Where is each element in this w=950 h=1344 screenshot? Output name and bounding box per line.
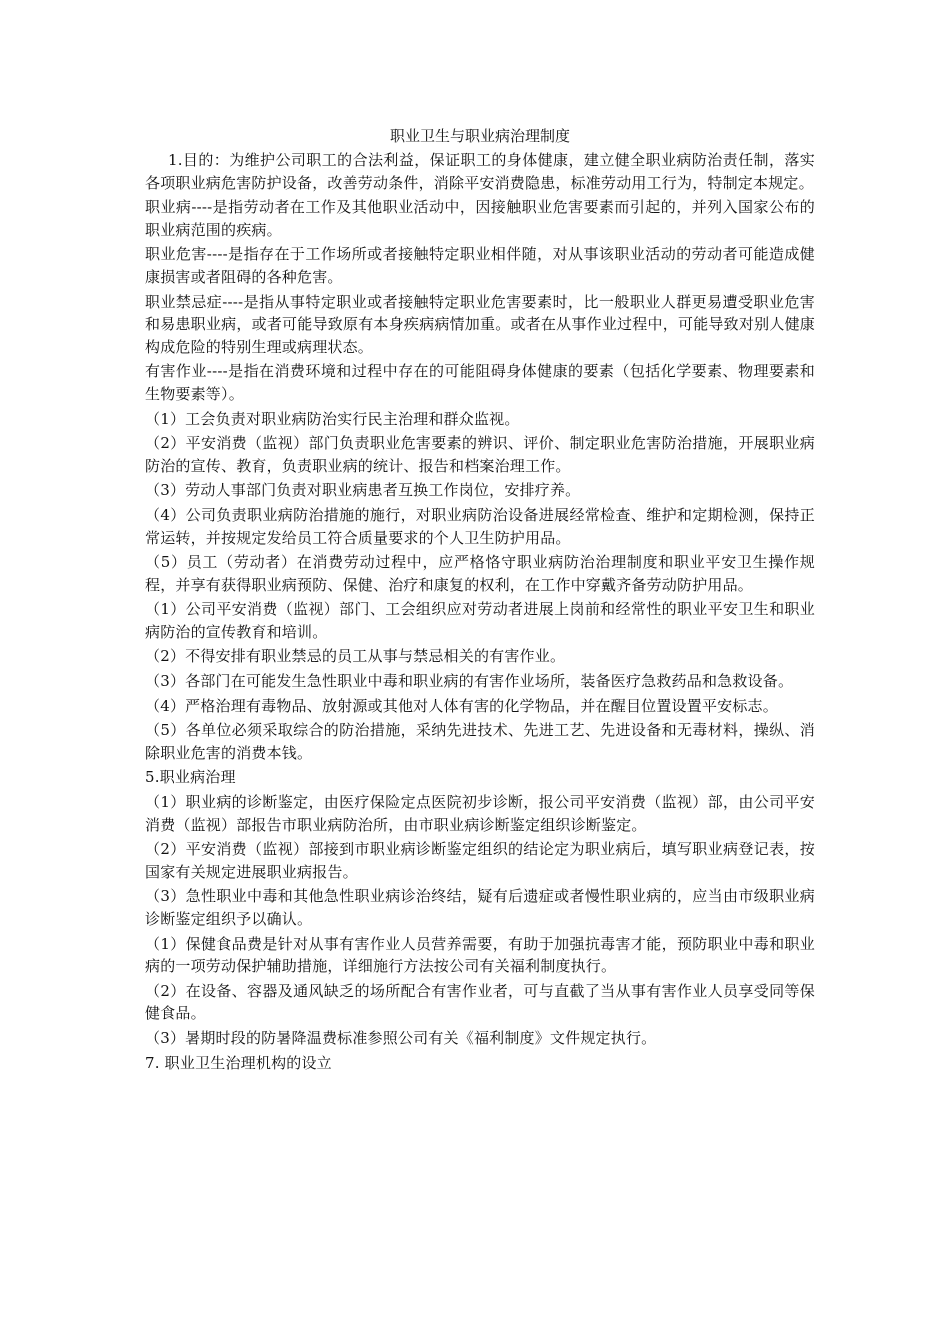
paragraph-management-2: （2）平安消费（监视）部接到市职业病诊断鉴定组织的结论定为职业病后，填写职业病登记表，按国家有关规定进展职业病报告。 xyxy=(145,840,815,881)
section-heading-organization: 7. 职业卫生治理机构的设立 xyxy=(145,1053,332,1072)
paragraph-responsibility-5: （5）员工（劳动者）在消费劳动过程中，应严格恪守职业病防治治理制度和职业平安卫生操作规程，并享有获得职业病预防、保健、治疗和康复的权利，在工作中穿戴齐备劳动防护用品。 xyxy=(145,553,815,594)
paragraph-responsibility-1: （1）工会负责对职业病防治实行民主治理和群众监视。 xyxy=(145,409,520,428)
document-title: 职业卫生与职业病治理制度 xyxy=(389,127,570,145)
paragraph-purpose: 1.目的：为维护公司职工的合法利益，保证职工的身体健康，建立健全职业病防治责任制，落实各项职业病危害防护设备，改善劳动条件，消除平安消费隐患，标准劳动用工行为，特制定本规定。 xyxy=(145,151,815,192)
paragraph-prevention-1: （1）公司平安消费（监视）部门、工会组织应对劳动者进展上岗前和经常性的职业平安卫生和职业病防治的宣传教育和培训。 xyxy=(145,600,815,641)
paragraph-health-food-2: （2）在设备、容器及通风缺乏的场所配合有害作业者，可与直截了当从事有害作业人员享受同等保健食品。 xyxy=(145,981,815,1023)
paragraph-health-food-3: （3）暑期时段的防暑降温费标准参照公司有关《福利制度》文件规定执行。 xyxy=(145,1028,657,1047)
paragraph-management-1: （1）职业病的诊断鉴定，由医疗保险定点医院初步诊断，报公司平安消费（监视）部，由公司平安消费（监视）部报告市职业病防治所，由市职业病诊断鉴定组织诊断鉴定。 xyxy=(145,793,815,834)
paragraph-definition-contraindication: 职业禁忌症----是指从事特定职业或者接触特定职业危害要素时，比一般职业人群更易遭受职业危害和易患职业病，或者可能导致原有本身疾病病情加重。或者在从事作业过程中，可能导致对别人健康构成危险的特别生理或病理状态。 xyxy=(145,292,815,356)
paragraph-responsibility-4: （4）公司负责职业病防治措施的施行，对职业病防治设备进展经常检查、维护和定期检测，保持正常运转，并按规定发给员工符合质量要求的个人卫生防护用品。 xyxy=(145,505,815,547)
paragraph-definition-harmful-work: 有害作业----是指在消费环境和过程中存在的可能阻碍身体健康的要素（包括化学要素、物理要素和生物要素等）。 xyxy=(145,362,815,403)
paragraph-responsibility-2: （2）平安消费（监视）部门负责职业危害要素的辨识、评价、制定职业危害防治措施，开展职业病防治的宣传、教育，负责职业病的统计、报告和档案治理工作。 xyxy=(145,434,815,475)
paragraph-prevention-4: （4）严格治理有毒物品、放射源或其他对人体有害的化学物品，并在醒目位置设置平安标志。 xyxy=(145,696,778,715)
paragraph-definition-occupational-disease: 职业病----是指劳动者在工作及其他职业活动中，因接触职业危害要素而引起的，并列入国家公布的职业病范围的疾病。 xyxy=(145,198,815,239)
paragraph-definition-occupational-hazard: 职业危害----是指存在于工作场所或者接触特定职业相伴随，对从事该职业活动的劳动者可能造成健康损害或者阻碍的各种危害。 xyxy=(145,245,815,286)
document-page xyxy=(145,125,815,1076)
paragraph-responsibility-3: （3）劳动人事部门负责对职业病患者互换工作岗位，安排疗养。 xyxy=(145,481,581,500)
paragraph-prevention-5: （5）各单位必须采取综合的防治措施，采纳先进技术、先进工艺、先进设备和无毒材料，操纵、消除职业危害的消费本钱。 xyxy=(145,721,815,762)
paragraph-prevention-3: （3）各部门在可能发生急性职业中毒和职业病的有害作业场所，装备医疗急救药品和急救设备。 xyxy=(145,672,794,691)
paragraph-management-3: （3）急性职业中毒和其他急性职业病诊治终结，疑有后遗症或者慢性职业病的，应当由市级职业病诊断鉴定组织予以确认。 xyxy=(145,887,815,928)
paragraph-health-food-1: （1）保健食品费是针对从事有害作业人员营养需要，有助于加强抗毒害才能，预防职业中毒和职业病的一项劳动保护辅助措施，详细施行方法按公司有关福利制度执行。 xyxy=(145,934,815,976)
section-heading-disease-management: 5.职业病治理 xyxy=(145,768,236,787)
paragraph-prevention-2: （2）不得安排有职业禁忌的员工从事与禁忌相关的有害作业。 xyxy=(145,647,566,666)
